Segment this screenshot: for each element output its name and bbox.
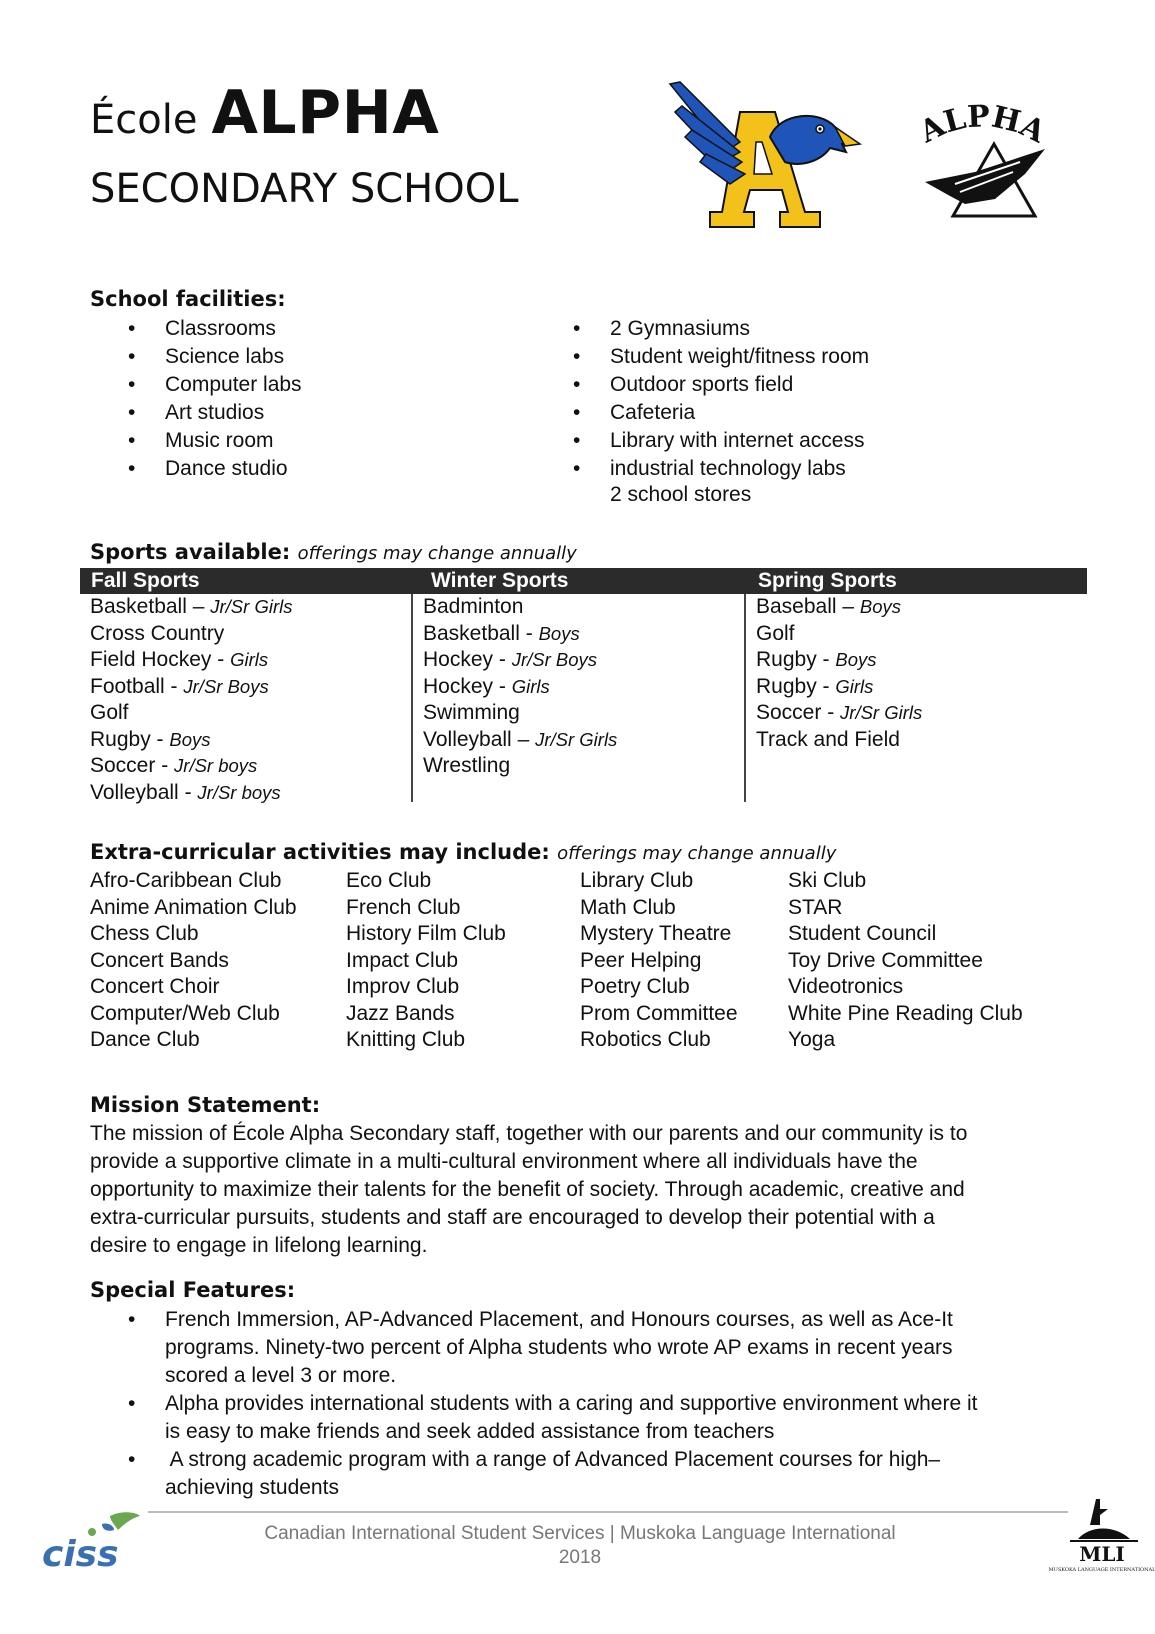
list-item: Toy Drive Committee — [788, 948, 983, 972]
list-item: History Film Club — [346, 922, 506, 945]
list-item: Volleyball – Jr/Sr Girls — [423, 727, 618, 751]
list-item: Field Hockey - Girls — [90, 648, 269, 671]
mission-statement — [90, 1120, 967, 1260]
bullet-icon: • — [128, 1392, 136, 1415]
ciss-logo — [40, 1510, 150, 1575]
list-item: Improv Club — [346, 975, 460, 998]
list-item: Badminton — [423, 595, 524, 618]
bullet-icon: • — [573, 345, 581, 368]
fall-sports-list — [90, 594, 292, 806]
mli-logo-text: MLI — [1079, 1542, 1125, 1566]
list-item: Computer/Web Club — [90, 1001, 280, 1025]
list-item: STAR — [788, 895, 843, 919]
svg-text:ALPHA — [913, 104, 1051, 151]
list-item: Rugby - Boys — [90, 727, 211, 751]
extracurricular-column-4 — [788, 868, 1023, 1054]
list-item: Concert Choir — [90, 975, 220, 998]
bullet-icon: • — [573, 429, 581, 452]
list-item: Student Council — [788, 922, 937, 945]
list-item: • Dance studio — [90, 455, 302, 483]
footer-line2: 2018 — [558, 1547, 602, 1568]
list-item: Soccer - Jr/Sr Girls — [756, 701, 923, 724]
column-divider — [411, 594, 413, 802]
list-item: Basketball – Jr/Sr Girls — [90, 595, 293, 618]
extracurricular-note: offerings may change annually — [557, 843, 837, 864]
list-item: • Alpha provides international students with a caring and supportive environment where it is easy to make friends and seek added assistance from teachers — [128, 1392, 978, 1443]
list-item: Eco Club — [346, 869, 432, 892]
footer-divider — [148, 1511, 1068, 1513]
list-item: • Computer labs — [90, 371, 302, 399]
list-item: • A strong academic program with a range of Advanced Placement courses for high– achieving students — [128, 1448, 941, 1499]
footer-text — [160, 1522, 1000, 1570]
list-item: Ski Club — [788, 869, 867, 892]
facilities-list-right — [535, 315, 869, 509]
list-item: Golf — [90, 701, 129, 724]
list-item: Robotics Club — [580, 1028, 711, 1051]
mission-heading: Mission Statement: — [90, 1093, 321, 1117]
list-item: • 2 Gymnasiums — [535, 315, 869, 343]
mission-line: opportunity to maximize their talents for the benefit of society. Through academic, creative and — [90, 1178, 965, 1201]
list-item: Mystery Theatre — [580, 922, 732, 945]
extracurricular-column-1 — [90, 868, 297, 1054]
bullet-icon: • — [128, 317, 136, 340]
list-item: Dance Club — [90, 1028, 200, 1051]
list-item: Concert Bands — [90, 948, 229, 972]
bullet-icon: • — [128, 373, 136, 396]
extracurricular-column-2 — [346, 868, 506, 1054]
bullet-icon: • — [573, 401, 581, 424]
spring-sports-list — [756, 594, 922, 753]
sports-note: offerings may change annually — [297, 543, 577, 564]
winter-sports-header: Winter Sports — [431, 569, 569, 592]
bullet-icon: • — [128, 1448, 136, 1471]
list-item: Rugby - Boys — [756, 648, 877, 671]
sports-heading — [90, 540, 577, 564]
list-item: Volleyball - Jr/Sr boys — [90, 780, 281, 804]
list-item: Afro-Caribbean Club — [90, 869, 282, 892]
list-item: Prom Committee — [580, 1001, 738, 1025]
list-item: Soccer - Jr/Sr boys — [90, 754, 258, 777]
list-item: Yoga — [788, 1028, 836, 1051]
list-item: French Club — [346, 895, 461, 919]
title-ecole: École — [90, 97, 198, 143]
school-subtitle: SECONDARY SCHOOL — [90, 166, 519, 212]
bullet-icon: • — [573, 317, 581, 340]
facilities-heading: School facilities: — [90, 287, 286, 311]
list-item: Knitting Club — [346, 1028, 466, 1051]
bullet-icon: • — [128, 457, 136, 480]
mli-logo-subtext: MUSKOKA LANGUAGE INTERNATIONAL — [1048, 1567, 1155, 1573]
mli-logo — [1048, 1495, 1155, 1575]
list-item: Football - Jr/Sr Boys — [90, 674, 269, 698]
features-heading: Special Features: — [90, 1278, 296, 1302]
list-item: • Classrooms — [90, 315, 302, 343]
list-item: Baseball – Boys — [756, 595, 902, 618]
list-item: Basketball - Boys — [423, 621, 580, 645]
facilities-list-left — [90, 315, 302, 483]
mission-line: provide a supportive climate in a multi-cultural environment where all individuals have the — [90, 1150, 918, 1173]
list-item: • Music room — [90, 427, 302, 455]
column-divider — [744, 594, 746, 802]
bullet-icon: • — [128, 1308, 136, 1331]
title-alpha: ALPHA — [211, 78, 440, 148]
list-item: Peer Helping — [580, 948, 702, 972]
fall-sports-header: Fall Sports — [91, 569, 200, 592]
list-item: • Art studios — [90, 399, 302, 427]
ciss-logo-text: ciss — [42, 1534, 119, 1575]
list-item: Videotronics — [788, 975, 904, 998]
list-item: • Cafeteria — [535, 399, 869, 427]
sports-heading-text: Sports available: — [90, 540, 291, 564]
sports-header-bar — [80, 568, 1087, 594]
list-item: • Outdoor sports field — [535, 371, 869, 399]
features-list — [90, 1306, 977, 1502]
extracurricular-heading-text: Extra-curricular activities may include: — [90, 840, 550, 864]
list-item: Cross Country — [90, 621, 225, 645]
list-item: • French Immersion, AP-Advanced Placement, and Honours courses, as well as Ace-It programs. Ninety-two percent of Alpha students who wrote AP exams in recent years scored a level 3 or more. — [128, 1308, 953, 1387]
list-item: Wrestling — [423, 754, 511, 777]
mission-line: extra-curricular pursuits, students and staff are encouraged to develop their potential with a — [90, 1206, 935, 1229]
extracurricular-column-3 — [580, 868, 738, 1054]
bullet-icon: • — [128, 345, 136, 368]
list-item: Impact Club — [346, 948, 459, 972]
list-item: Chess Club — [90, 922, 199, 945]
mission-line: desire to engage in lifelong learning. — [90, 1234, 428, 1257]
list-item: • Student weight/fitness room — [535, 343, 869, 371]
list-item: Poetry Club — [580, 975, 690, 998]
extracurricular-heading — [90, 840, 836, 864]
alpha-hawk-logo — [670, 82, 870, 242]
winter-sports-list — [423, 594, 617, 780]
school-title — [90, 78, 439, 148]
spring-sports-header: Spring Sports — [758, 569, 897, 592]
list-item: Hockey - Jr/Sr Boys — [423, 648, 598, 671]
list-item: Anime Animation Club — [90, 895, 297, 919]
list-item: Swimming — [423, 701, 520, 724]
bullet-icon: • — [573, 373, 581, 396]
list-item: White Pine Reading Club — [788, 1001, 1023, 1025]
alpha-arc-text: ALPHA — [914, 104, 1051, 151]
alpha-triangle-logo — [895, 104, 1070, 224]
list-item: • Science labs — [90, 343, 302, 371]
list-item: Math Club — [580, 895, 676, 919]
list-item: Golf — [756, 621, 795, 645]
footer-line1: Canadian International Student Services | Muskoka Language International — [264, 1523, 896, 1544]
mission-line: The mission of École Alpha Secondary staff, together with our parents and our community is to — [90, 1122, 968, 1145]
bullet-icon: • — [128, 401, 136, 424]
bullet-icon: • — [128, 429, 136, 452]
list-item: Library Club — [580, 869, 694, 892]
list-item: • Library with internet access — [535, 427, 869, 455]
list-item: 2 school stores — [610, 483, 752, 506]
list-item: • industrial technology labs — [535, 455, 869, 483]
list-item: Rugby - Girls — [756, 674, 874, 698]
list-item: Jazz Bands — [346, 1001, 455, 1025]
bullet-icon: • — [573, 457, 581, 480]
list-item: Track and Field — [756, 727, 900, 751]
list-item: Hockey - Girls — [423, 674, 550, 698]
